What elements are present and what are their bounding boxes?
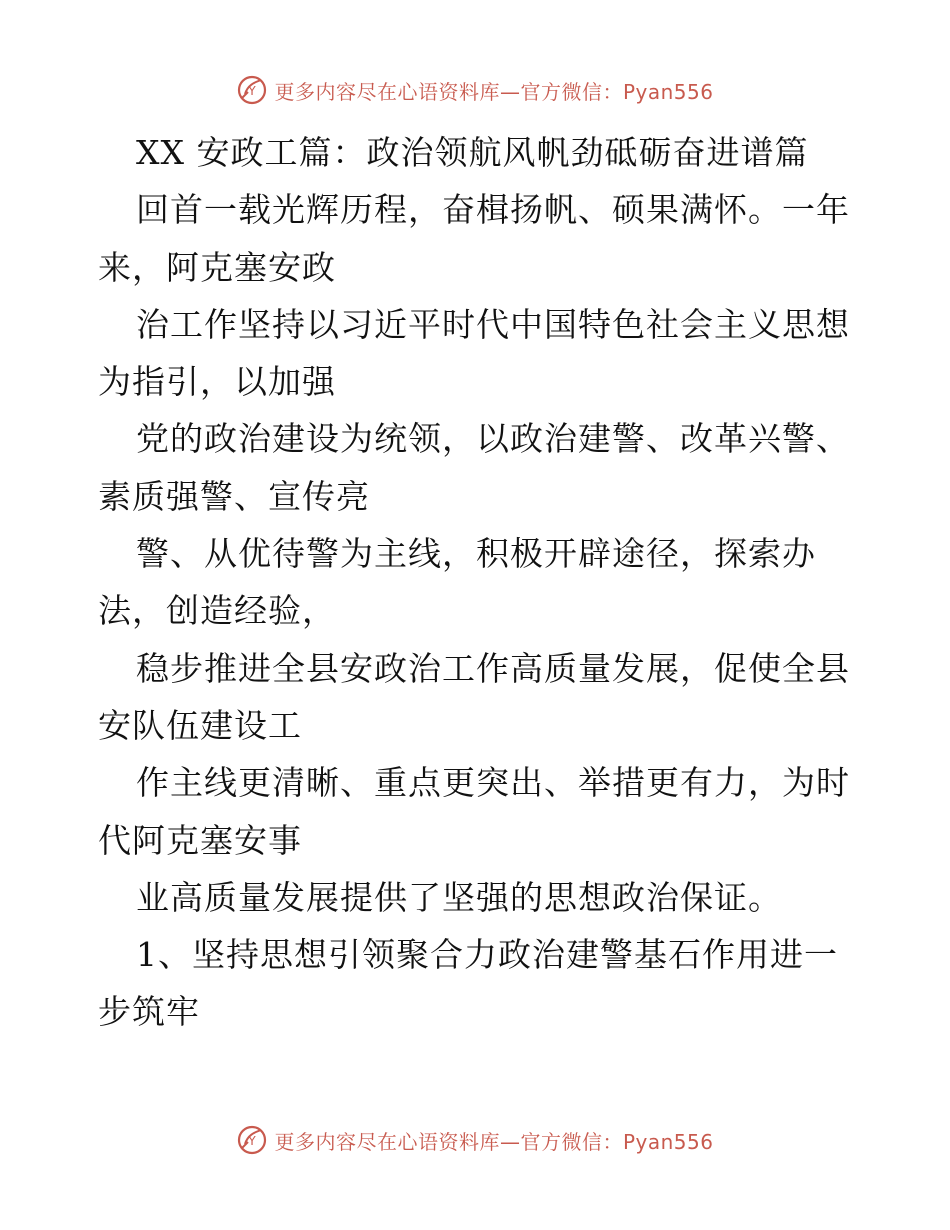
document-body <box>98 124 858 1041</box>
text-line: 业高质量发展提供了坚强的思想政治保证。 <box>136 877 782 917</box>
text-line: 安队伍建设工 <box>98 705 302 745</box>
svg-text:Y: Y <box>248 1134 257 1148</box>
text-line: 1、坚持思想引领聚合力政治建警基石作用进一 <box>136 935 838 975</box>
text-line: 步筑牢 <box>98 992 200 1032</box>
text-line: 为指引，以加强 <box>98 362 336 402</box>
text-line: 治工作坚持以习近平时代中国特色社会主义思想 <box>136 304 850 344</box>
header-watermark <box>0 70 950 110</box>
text-line: 来，阿克塞安政 <box>98 247 336 287</box>
footer-watermark <box>0 1120 950 1160</box>
text-line: 代阿克塞安事 <box>98 820 302 860</box>
text-line: 作主线更清晰、重点更突出、举措更有力，为时 <box>136 763 850 803</box>
watermark-text: 更多内容尽在心语资料库—官方微信：Pyan556 <box>274 1129 714 1154</box>
logo-icon <box>236 74 268 106</box>
text-line: 党的政治建设为统领，以政治建警、改革兴警、 <box>136 419 850 459</box>
text-line: 回首一载光辉历程，奋楫扬帆、硕果满怀。一年 <box>136 190 850 230</box>
svg-text:Y: Y <box>248 84 257 98</box>
text-line: 法，创造经验， <box>98 591 336 631</box>
text-line: 稳步推进全县安政治工作高质量发展，促使全县 <box>136 648 850 688</box>
text-line: 素质强警、宣传亮 <box>98 476 370 516</box>
text-line: 警、从优待警为主线，积极开辟途径，探索办 <box>136 534 816 574</box>
watermark-text: 更多内容尽在心语资料库—官方微信：Pyan556 <box>274 79 714 104</box>
text-line: XX 安政工篇：政治领航风帆劲砥砺奋进谱篇 <box>136 133 809 172</box>
logo-icon <box>236 1124 268 1156</box>
